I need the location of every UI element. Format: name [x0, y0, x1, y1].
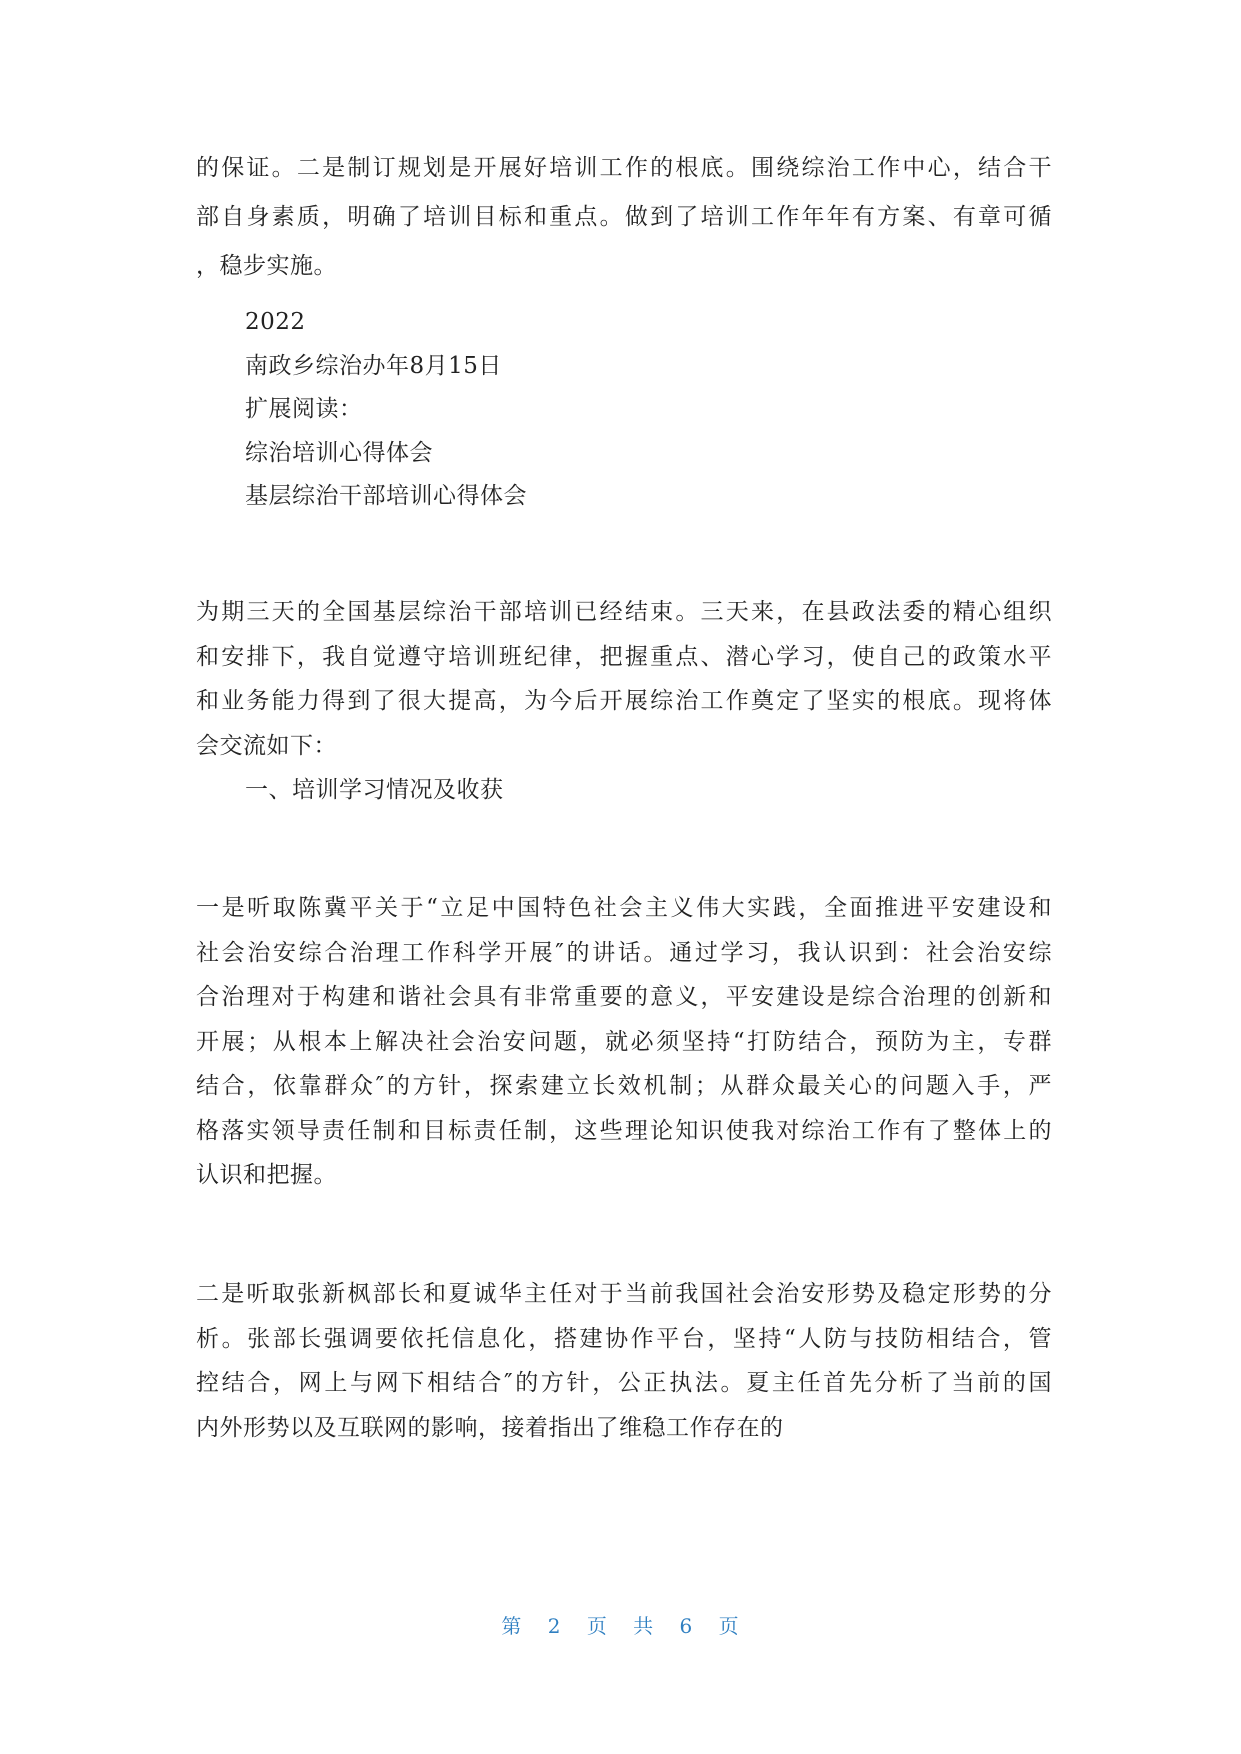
- paragraph-line: 和安排下，我自觉遵守培训班纪律，把握重点、潜心学习，使自己的政策水平: [196, 643, 1052, 670]
- paragraph-line: 的保证。二是制订规划是开展好培训工作的根底。围绕综治工作中心，结合干: [196, 155, 1052, 181]
- paragraph-line: 结合，依靠群众″的方针，探索建立长效机制；从群众最关心的问题入手，严: [196, 1073, 1052, 1099]
- paragraph-line: 一是听取陈冀平关于“立足中国特色社会主义伟大实践，全面推进平安建设和: [196, 895, 1052, 921]
- extended-reading-label: 扩展阅读：: [245, 396, 363, 422]
- extended-reading-item: 综治培训心得体会: [245, 439, 433, 466]
- paragraph-continuation: [196, 144, 1052, 291]
- paragraph-line: 为期三天的全国基层综治干部培训已经结束。三天来，在县政法委的精心组织: [196, 599, 1052, 625]
- paragraph-line: ，稳步实施。: [196, 253, 337, 279]
- paragraph-line: 认识和把握。: [196, 1162, 337, 1188]
- footer-word: 共: [633, 1614, 655, 1638]
- paragraph-point-two: [196, 1272, 1052, 1450]
- total-page-count: 6: [679, 1614, 694, 1638]
- signature-text: 南政乡综治办年8月15日: [245, 352, 502, 379]
- paragraph-line: 控结合，网上与网下相结合″的方针，公正执法。夏主任首先分析了当前的国: [196, 1370, 1052, 1396]
- paragraph-line: 合治理对于构建和谐社会具有非常重要的意义，平安建设是综合治理的创新和: [196, 984, 1052, 1010]
- paragraph-intro: [196, 590, 1052, 813]
- paragraph-line: 会交流如下：: [196, 732, 337, 759]
- paragraph-line: 部自身素质，明确了培训目标和重点。做到了培训工作年年有方案、有章可循: [196, 204, 1052, 230]
- footer-word: 页: [586, 1614, 608, 1638]
- paragraph-line: 格落实领导责任制和目标责任制，这些理论知识使我对综治工作有了整体上的: [196, 1117, 1052, 1144]
- extended-reading-item: 基层综治干部培训心得体会: [245, 483, 527, 509]
- footer-word: 第: [501, 1614, 523, 1638]
- paragraph-line: 二是听取张新枫部长和夏诚华主任对于当前我国社会治安形势及稳定形势的分: [196, 1281, 1052, 1307]
- section-heading: 一、培训学习情况及收获: [245, 777, 504, 803]
- paragraph-line: 析。张部长强调要依托信息化，搭建协作平台，坚持“人防与技防相结合，管: [196, 1325, 1052, 1352]
- paragraph-line: 开展；从根本上解决社会治安问题，就必须坚持“打防结合，预防为主，专群: [196, 1028, 1052, 1055]
- paragraph-line: 和业务能力得到了很大提高，为今后开展综治工作奠定了坚实的根底。现将体: [196, 688, 1052, 714]
- paragraph-point-one: [196, 886, 1052, 1198]
- page-footer: [0, 1610, 1241, 1639]
- signature-block: [196, 301, 1052, 519]
- year-text: 2022: [245, 309, 306, 335]
- paragraph-line: 内外形势以及互联网的影响，接着指出了维稳工作存在的: [196, 1414, 784, 1441]
- footer-word: 页: [718, 1614, 740, 1638]
- current-page-number: 2: [547, 1614, 562, 1638]
- paragraph-line: 社会治安综合治理工作科学开展″的讲话。通过学习，我认识到：社会治安综: [196, 939, 1052, 966]
